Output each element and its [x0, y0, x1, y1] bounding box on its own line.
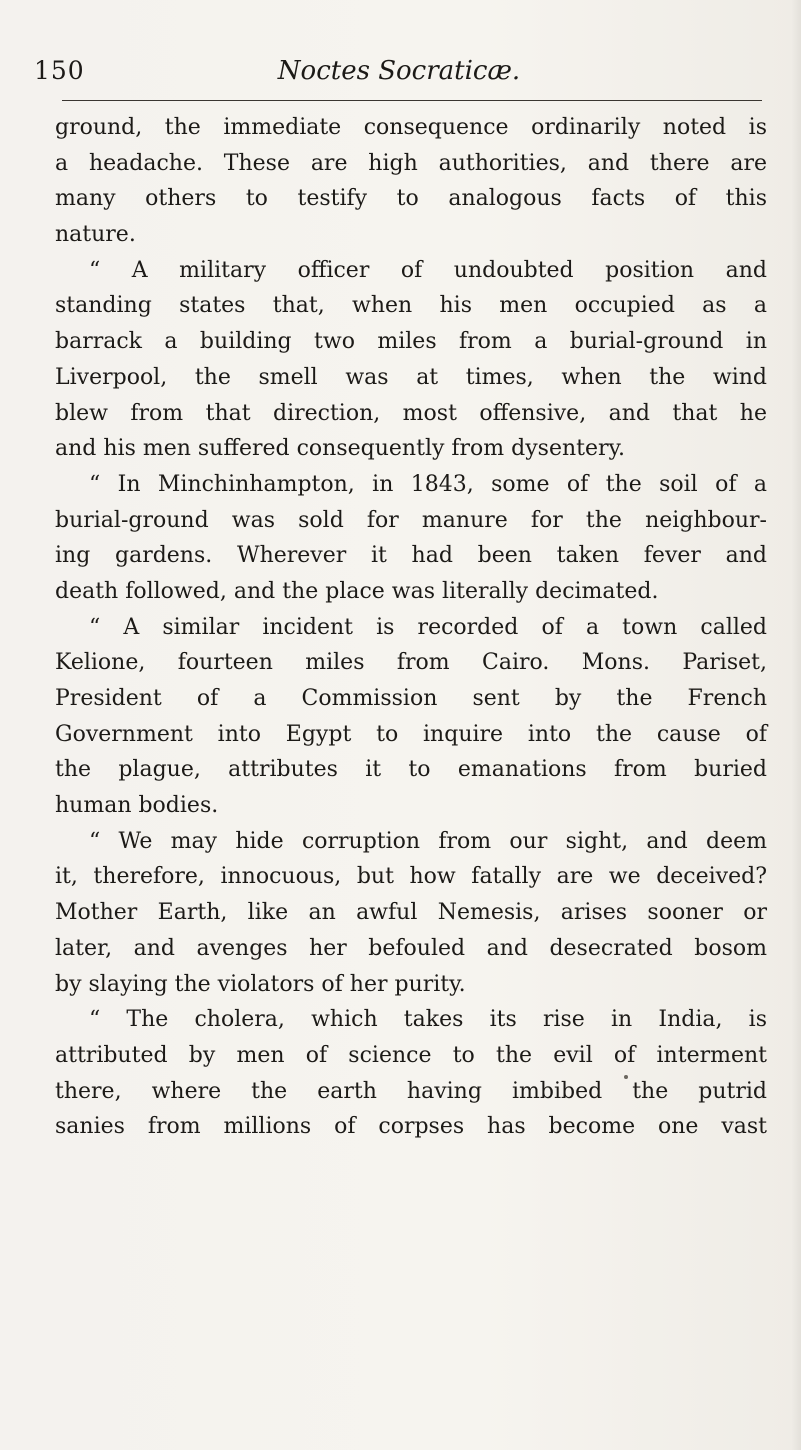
text-line: burial-ground was sold for manure for the neighbour-: [55, 507, 767, 533]
text-line: “ A military officer of undoubted position and: [89, 257, 767, 283]
text-line: Kelione, fourteen miles from Cairo. Mons. Pariset,: [55, 650, 767, 676]
text-line: death followed, and the place was literally decimated.: [55, 578, 659, 604]
text-line: standing states that, when his men occupied as a: [55, 293, 767, 319]
page-header: [34, 56, 764, 100]
ink-speck: [624, 1075, 628, 1079]
text-line: Government into Egypt to inquire into the cause of: [55, 721, 767, 747]
page-edge-shadow: [791, 0, 801, 1450]
text-line: many others to testify to analogous facts of this: [55, 186, 767, 212]
text-line: Liverpool, the smell was at times, when the wind: [55, 364, 767, 390]
text-line: attributed by men of science to the evil of interment: [55, 1042, 767, 1068]
text-line: later, and avenges her befouled and desecrated bosom: [55, 935, 767, 961]
text-line: it, therefore, innocuous, but how fatally are we deceived?: [55, 864, 767, 890]
text-line: blew from that direction, most offensive, and that he: [55, 400, 767, 426]
text-line: ing gardens. Wherever it had been taken fever and: [55, 543, 767, 569]
body-text: [55, 110, 767, 1145]
header-rule: [62, 100, 762, 101]
text-line: and his men suffered consequently from dysentery.: [55, 436, 626, 462]
text-line: there, where the earth having imbibed the putrid: [55, 1078, 767, 1104]
text-line: a headache. These are high authorities, and there are: [55, 150, 767, 176]
text-line: Mother Earth, like an awful Nemesis, arises sooner or: [55, 900, 767, 926]
text-line: sanies from millions of corpses has become one vast: [55, 1114, 767, 1140]
text-line: barrack a building two miles from a burial-ground in: [55, 329, 767, 355]
text-line: ground, the immediate consequence ordinarily noted is: [55, 115, 767, 140]
text-line: human bodies.: [55, 793, 219, 819]
text-line: “ The cholera, which takes its rise in India, is: [89, 1007, 767, 1033]
text-line: by slaying the violators of her purity.: [55, 971, 466, 997]
text-line: nature.: [55, 222, 136, 248]
text-line: “ We may hide corruption from our sight, and deem: [89, 828, 767, 854]
text-line: President of a Commission sent by the French: [55, 686, 767, 711]
text-line: “ A similar incident is recorded of a town called: [89, 614, 767, 640]
text-line: the plague, attributes it to emanations from buried: [55, 757, 767, 783]
running-title: Noctes Socraticæ.: [277, 56, 521, 86]
text-line: “ In Minchinhampton, in 1843, some of the soil of a: [89, 471, 767, 497]
page-number: 150: [34, 56, 85, 85]
